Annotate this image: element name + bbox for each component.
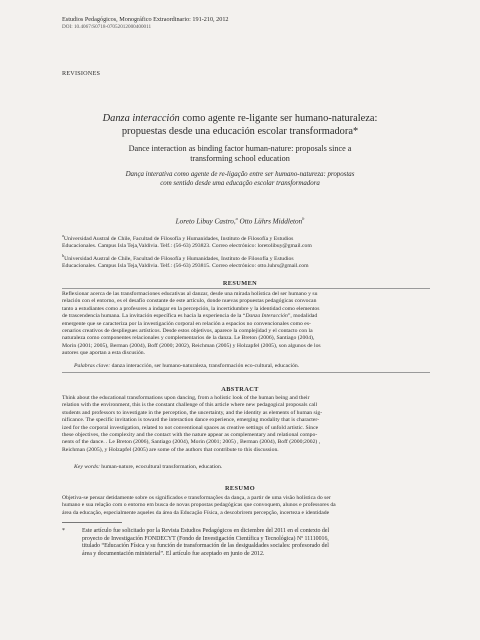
footnote-line: titulado “Educación Física y su función de transformación de las desigualdades sociales: profesorado del — [82, 543, 329, 550]
resumen-keywords — [74, 363, 430, 370]
aff-a-line1: Universidad Austral de Chile, Facultad de Filosofía y Humanidades, Instituto de Filosofía y Estudios — [63, 235, 294, 242]
aff-a-sup: a — [62, 233, 64, 238]
resumo-line: humano e sua relação com o entorno em busca de novas propostas pedagógicas que convoquem, alunos e professores da — [62, 502, 336, 509]
abstract-line: Reichman (2005), y Holzapfel (2005) are some of the authors that contribute to this discussion. — [62, 446, 279, 453]
doi: DOI: 10.4067/S0718-07052012000400011 — [62, 24, 152, 30]
title-portuguese — [40, 170, 440, 188]
resumen-body — [62, 291, 430, 358]
abstract-line: nents of the dance. . Le Breton (2006), Santiago (2004), Morin (2001; 2005) , Berman (2004), Boff (2000;2002) , — [62, 439, 321, 446]
author-1-sup: a — [235, 216, 238, 221]
footnote-line: Este artículo fue solicitado por la Revista Estudios Pedagógicos en diciembre del 2011 en el contexto del — [82, 528, 330, 534]
resumen-line: cenarios creativos de despliegues artísticos. Desde estos objetivos, aparece la complejidad y el contacto con la — [62, 328, 313, 335]
keywords-text: danza interacción, ser humano-naturaleza, transformación eco-cultural, educación. — [110, 363, 300, 369]
footnote-mark: * — [62, 528, 65, 534]
title-pt-line1: Dança interativa como agente de re-ligação entre ser humano-natureza: propostas — [125, 171, 355, 178]
footnote-divider — [62, 522, 122, 523]
divider — [62, 372, 430, 373]
resumen-line: relación con el entorno, es el desafío constante de este artículo, donde nuevas propuestas pedagógicas convocan — [62, 298, 317, 305]
title-line2: propuestas desde una educación escolar transformadora* — [121, 126, 359, 137]
affiliation-a — [62, 232, 432, 250]
footnote — [82, 528, 430, 558]
abstract-line: students and professors to investigate in the perception, the uncertainty, and the identity as elements of human sig- — [62, 409, 323, 416]
resumo-body — [62, 495, 430, 517]
resumen-line: autores que aportan a esta discusión. — [62, 350, 146, 357]
resumen-line — [62, 313, 430, 320]
aff-b-line1: Universidad Austral de Chile, Facultad de Filosofía y Humanidades, Instituto de Filosofía y Estudios — [64, 255, 294, 262]
resumen-heading: RESUMEN — [222, 280, 258, 287]
title-en-line1: Dance interaction as binding factor human-nature: proposals since a — [128, 144, 352, 153]
footnote-line: proyecto de Investigación FONDECYT (Fondo de Investigación Científica y Tecnológica) Nº 11110016, — [82, 535, 329, 542]
footnote-line: área y documentación ministerial”. El artículo fue aceptado en junio de 2012. — [82, 550, 265, 557]
resumen-line: naturaleza como componentes relacionales y complementarios de la danza. Le Breton (2006), Santiago (2004), — [62, 335, 315, 342]
title-spanish — [40, 112, 440, 138]
keywords-label: Key words: — [74, 464, 100, 470]
author-2-sup: b — [302, 216, 305, 221]
author-1: Loreto Libuy Castro, — [175, 217, 236, 226]
title-english — [40, 144, 440, 164]
resumen-line: Morin (2001; 2005), Berman (2004), Boff (2000; 2002), Reichman (2005) y Holzapfel (2005), son algunos de los — [62, 342, 321, 349]
resumen-line: emergente que se caracteriza por la investigación corporal en relación a espacios no convencionales como es- — [62, 320, 311, 327]
resumen-text: ”, modalidad — [287, 313, 318, 320]
title-italic-term: Danza interacción — [102, 113, 180, 124]
abstract-line: ized for the corporal investigation, related to not conventional spaces as creative settings of unfold artistic. Since — [62, 424, 319, 431]
resumo-line: área da educação, especialmente aqueles da área da Educação Física, a descobrirem percepção, incerteza e identidade — [62, 509, 330, 516]
keywords-text: human-nature, ecocultural transformation, education. — [99, 464, 223, 470]
divider — [62, 288, 430, 289]
resumo-line: Objetiva-se pensar detidamente sobre os significados e transformações da dança, a partir de uma visão holística do ser — [62, 495, 331, 501]
affiliation-b — [62, 252, 432, 270]
resumen-line: Reflexionar acerca de las transformaciones educativas al danzar, desde una mirada holística del ser humano y su — [62, 291, 318, 297]
authors — [40, 216, 440, 225]
abstract-line: nificance. The specific invitation is toward the interaction dance experience, emerging modality that is character- — [62, 417, 320, 424]
abstract-line: these objectives, the complexity and the contact with the nature appear as complementary and relational compo- — [62, 432, 318, 439]
author-2: Otto Lührs Middleton — [237, 217, 303, 226]
abstract-line: Think about the educational transformations upon dancing, from a holistic look of the human being and their — [62, 395, 310, 401]
abstract-line: relation with the environment, this is the constant challenge of this article where new pedagogical proposals call — [62, 402, 318, 409]
title-pt-line2: com sentido desde uma educação escolar transformadora — [160, 180, 320, 187]
aff-a-line2: Educacionales. Campus Isla Teja,Valdivia. Telf.: (56-63) 293823. Correo electrónico: loretolibuy@gmail.com — [62, 243, 312, 250]
resumen-italic-term: Danza Interacción — [245, 313, 288, 320]
resumo-heading: RESUMO — [224, 485, 256, 492]
title-en-line2: transforming school education — [190, 154, 290, 163]
keywords-label: Palabras clave: — [74, 363, 111, 369]
aff-b-line2: Educacionales. Campus Isla Teja,Valdivia. Telf.: (56-63) 293815. Correo electrónico: otto.luhrs@gmail.com — [62, 263, 309, 270]
resumen-text: de trascendencia humana. La invitación específica es hacia la experiencia de la “ — [62, 313, 246, 320]
aff-b-sup: b — [62, 253, 65, 258]
title-line1-rest: como agente re-ligante ser humano-naturaleza: — [179, 113, 378, 124]
abstract-keywords — [74, 464, 430, 471]
abstract-body — [62, 395, 430, 454]
journal-citation: Estudios Pedagógicos, Monográfico Extraordinario: 191-210, 2012 — [62, 16, 229, 23]
section-label: REVISIONES — [62, 70, 101, 77]
abstract-heading: ABSTRACT — [221, 386, 259, 393]
resumen-line: tanto a estudiantes como a profesores a indagar en la percepción, la incertidumbre y la identidad como elementos — [62, 305, 320, 312]
